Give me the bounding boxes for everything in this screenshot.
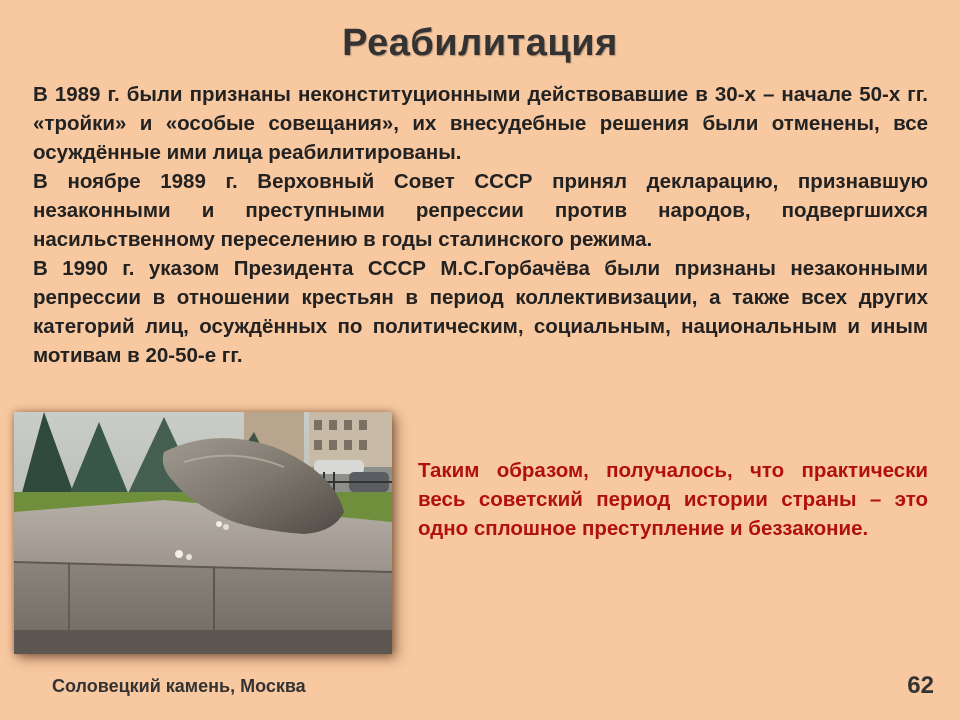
page-number: 62 [907, 672, 934, 699]
slide-title: Реабилитация [342, 22, 618, 64]
photo-illustration [14, 412, 392, 654]
conclusion-text: Таким образом, получалось, что практически весь советский период истории страны – это одно сплошное преступление и беззаконие. [418, 459, 928, 540]
main-text [33, 80, 928, 370]
paragraph-1990-decree: В 1990 г. указом Президента СССР М.С.Горбачёва были признаны незаконными репрессии в отношении крестьян в период коллективизации, а также всех других категорий лиц, осуждённых по политическим, социальным, национальным и иным мотивам в 20-50-е гг. [33, 257, 928, 367]
photo-caption: Соловецкий камень, Москва [52, 676, 306, 696]
solovetsky-stone-photo [14, 412, 392, 654]
paragraph-1989-declaration: В ноябре 1989 г. Верховный Совет СССР принял декларацию, признавшую незаконными и преступными репрессии против народов, подвергшихся насильственному переселению в годы сталинского режима. [33, 170, 928, 251]
paragraph-1989-rehabilitation: В 1989 г. были признаны неконституционными действовавшие в 30-х – начале 50-х гг. «тройки» и «особые совещания», их внесудебные решения были отменены, все осуждённые ими лица реабилитированы. [33, 83, 928, 164]
